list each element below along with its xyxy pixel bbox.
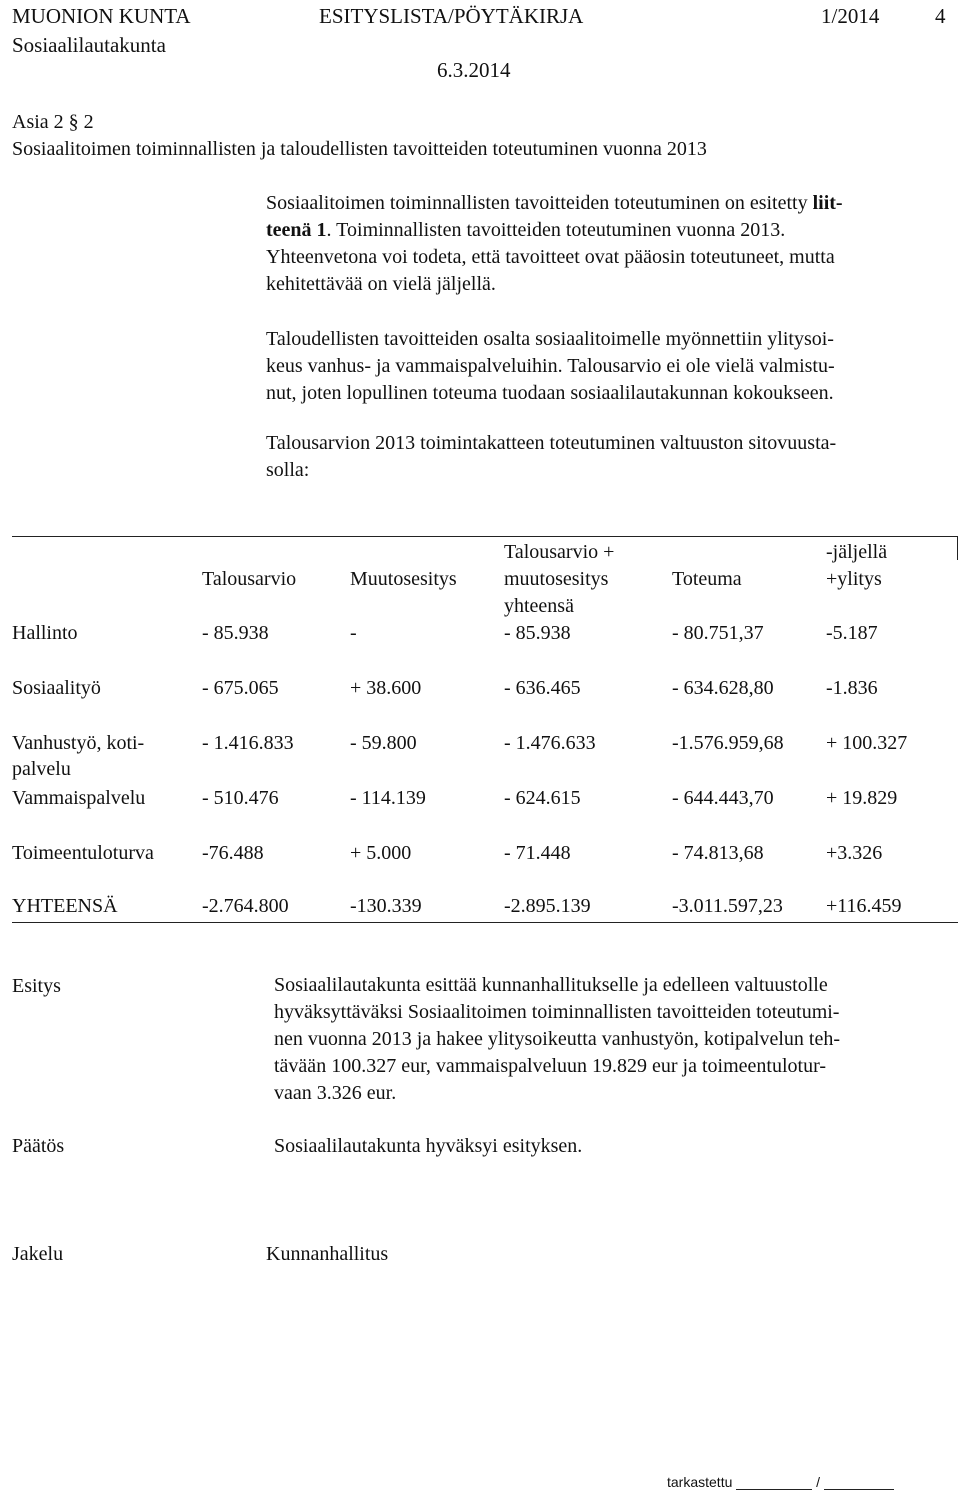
municipality-name: MUONION KUNTA	[12, 4, 191, 28]
header-toteuma: Toteuma	[672, 568, 742, 590]
cell-total: - 71.448	[504, 842, 571, 864]
cell-total: - 624.615	[504, 787, 581, 809]
proposal-text	[274, 972, 840, 1107]
header-total-line-2: muutosesitys	[504, 568, 609, 590]
table-rule	[12, 536, 958, 537]
header-total-line-1: Talousarvio +	[504, 541, 615, 563]
cell-actual: -3.011.597,23	[672, 895, 783, 917]
cell-budget: - 1.416.833	[202, 732, 294, 754]
committee-name: Sosiaalilautakunta	[12, 33, 166, 57]
header-total-line-3: yhteensä	[504, 595, 574, 617]
cell-change: + 5.000	[350, 842, 412, 864]
cell-actual: - 634.628,80	[672, 677, 774, 699]
distribution-label: Jakelu	[12, 1243, 64, 1265]
item-number: Asia 2 § 2	[12, 111, 94, 133]
paragraph-3-line: Talousarvion 2013 toimintakatteen toteutuminen valtuuston sitovuusta-	[266, 432, 837, 454]
cell-total: - 636.465	[504, 677, 581, 699]
row-name-continued: palvelu	[12, 758, 71, 780]
distribution-text: Kunnanhallitus	[266, 1243, 389, 1265]
row-name: Hallinto	[12, 622, 78, 644]
cell-budget: -76.488	[202, 842, 264, 864]
cell-difference: + 19.829	[826, 787, 898, 809]
row-name-total: YHTEENSÄ	[12, 895, 118, 917]
document-issue: 1/2014	[821, 4, 880, 28]
cell-difference: -5.187	[826, 622, 878, 644]
checked-label: tarkastettu	[667, 1474, 733, 1490]
paragraph-1-text: Sosiaalitoimen toiminnallisten tavoitteiden toteutuminen on esitetty	[266, 192, 813, 214]
attachment-ref-part-2: teenä 1	[266, 219, 327, 241]
cell-budget: - 675.065	[202, 677, 279, 699]
proposal-line: hyväksyttäväksi Sosiaalitoimen toiminnallisten tavoitteiden toteutumi-	[274, 1001, 840, 1023]
header-remaining-line-1: -jäljellä	[826, 541, 888, 563]
page-number: 4	[935, 4, 946, 28]
paragraph-1-line-4: kehitettävää on vielä jäljellä.	[266, 273, 496, 295]
cell-total: - 85.938	[504, 622, 571, 644]
cell-change: -130.339	[350, 895, 422, 917]
header-talousarvio: Talousarvio	[202, 568, 297, 590]
paragraph-1-line-1	[266, 190, 843, 217]
row-name: Toimeentuloturva	[12, 842, 154, 864]
cell-budget: - 510.476	[202, 787, 279, 809]
cell-actual: - 74.813,68	[672, 842, 764, 864]
document-type: ESITYSLISTA/PÖYTÄKIRJA	[319, 4, 584, 28]
paragraph-1-text: . Toiminnallisten tavoitteiden toteutuminen vuonna 2013.	[326, 219, 786, 241]
paragraph-1-line-2	[266, 217, 843, 244]
cell-change: -	[350, 622, 357, 644]
row-name: Sosiaalityö	[12, 677, 101, 699]
cell-actual: -1.576.959,68	[672, 732, 784, 754]
cell-budget: -2.764.800	[202, 895, 289, 917]
row-name: Vanhustyö, koti-	[12, 732, 145, 754]
cell-total: -2.895.139	[504, 895, 591, 917]
cell-change: - 114.139	[350, 787, 426, 809]
cell-actual: - 644.443,70	[672, 787, 774, 809]
table-rule	[12, 922, 958, 923]
initials-blank	[824, 1475, 894, 1490]
paragraph-2-line: keus vanhus- ja vammaispalveluihin. Talousarvio ei ole vielä valmistu-	[266, 355, 835, 377]
table-rule	[957, 536, 958, 560]
checked-slash: /	[816, 1474, 821, 1490]
item-title: Sosiaalitoimen toiminnallisten ja taloudellisten tavoitteiden toteutuminen vuonna 2013	[12, 138, 707, 160]
cell-budget: - 85.938	[202, 622, 269, 644]
paragraph-1-line-3: Yhteenvetona voi todeta, että tavoitteet ovat pääosin toteutuneet, mutta	[266, 246, 835, 268]
cell-difference: -1.836	[826, 677, 878, 699]
paragraph-3-line: solla:	[266, 459, 310, 481]
initials-blank	[736, 1475, 812, 1490]
cell-difference: +116.459	[826, 895, 902, 917]
meeting-date: 6.3.2014	[437, 58, 511, 82]
paragraph-1	[266, 190, 843, 298]
paragraph-3	[266, 430, 836, 484]
checked-line	[667, 1474, 894, 1490]
proposal-label: Esitys	[12, 975, 61, 997]
cell-change: + 38.600	[350, 677, 422, 699]
attachment-ref-part-1: liit-	[812, 192, 843, 214]
proposal-line: vaan 3.326 eur.	[274, 1082, 397, 1104]
paragraph-2-line: nut, joten lopullinen toteuma tuodaan sosiaalilautakunnan kokoukseen.	[266, 382, 834, 404]
decision-label: Päätös	[12, 1135, 65, 1157]
cell-difference: + 100.327	[826, 732, 908, 754]
cell-difference: +3.326	[826, 842, 883, 864]
paragraph-2	[266, 326, 835, 407]
proposal-line: tävään 100.327 eur, vammaispalveluun 19.829 eur ja toimeentulotur-	[274, 1055, 826, 1077]
proposal-line: Sosiaalilautakunta esittää kunnanhallitukselle ja edelleen valtuustolle	[274, 974, 828, 996]
cell-total: - 1.476.633	[504, 732, 596, 754]
cell-change: - 59.800	[350, 732, 417, 754]
paragraph-2-line: Taloudellisten tavoitteiden osalta sosiaalitoimelle myönnettiin ylitysoi-	[266, 328, 834, 350]
header-remaining-line-2: +ylitys	[826, 568, 882, 590]
decision-text: Sosiaalilautakunta hyväksyi esityksen.	[274, 1135, 583, 1157]
cell-actual: - 80.751,37	[672, 622, 764, 644]
row-name: Vammaispalvelu	[12, 787, 146, 809]
proposal-line: nen vuonna 2013 ja hakee ylitysoikeutta vanhustyön, kotipalvelun teh-	[274, 1028, 840, 1050]
header-muutosesitys: Muutosesitys	[350, 568, 457, 590]
